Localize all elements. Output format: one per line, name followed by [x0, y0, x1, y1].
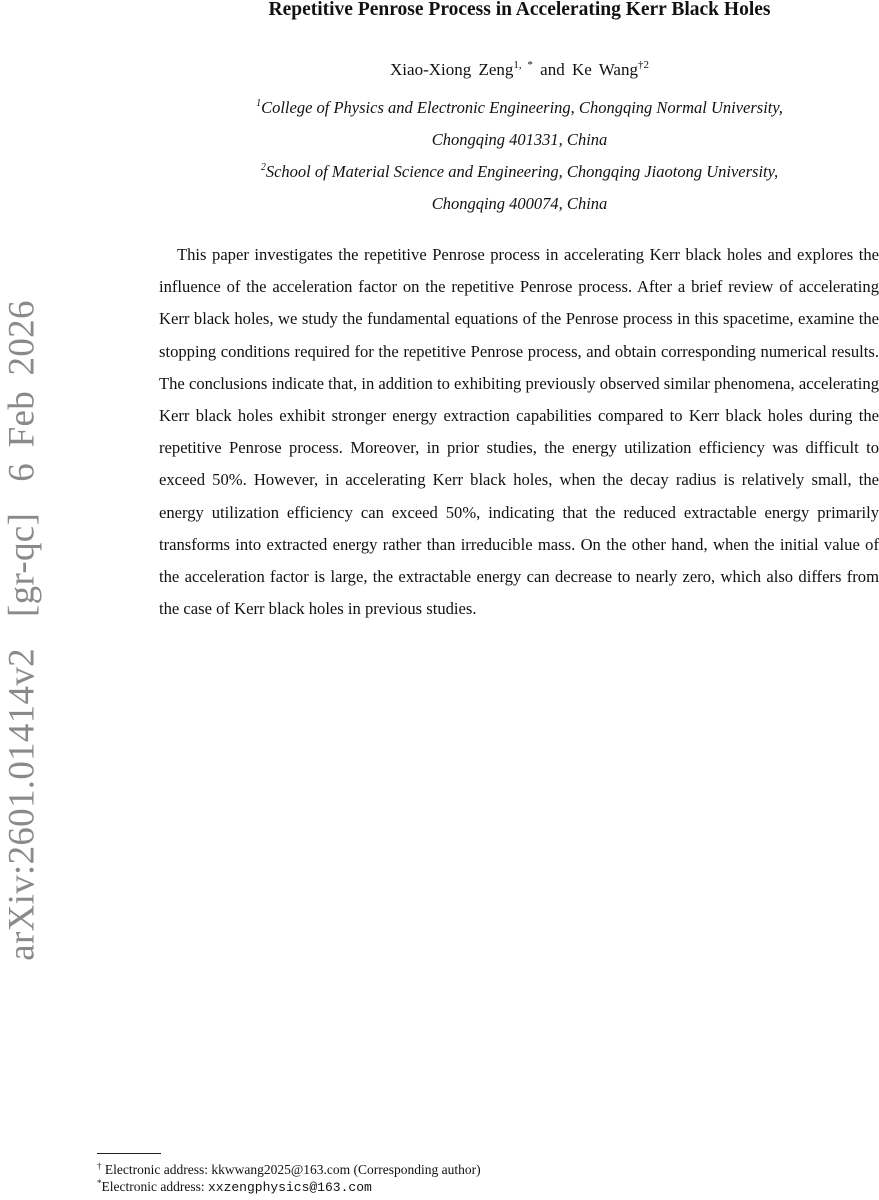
arxiv-date: 6 Feb 2026	[1, 299, 43, 482]
affiliation-mark: 2	[260, 162, 266, 173]
footnote-note: (Corresponding author)	[353, 1162, 481, 1177]
affiliation-line: College of Physics and Electronic Engineering, Chongqing Normal University,	[261, 98, 783, 117]
author-list	[160, 58, 879, 82]
author-separator: and	[540, 60, 565, 79]
arxiv-category: [gr-qc]	[1, 512, 43, 617]
arxiv-id[interactable]: arXiv:2601.01414v2	[1, 647, 43, 961]
footnote-divider	[97, 1153, 161, 1154]
author-affil-mark: †2	[637, 59, 649, 71]
affiliation-line: School of Material Science and Engineering, Chongqing Jiaotong University,	[265, 162, 779, 181]
footnote-mark: *	[97, 1178, 102, 1188]
footnote-corresponding	[97, 1161, 481, 1178]
affiliation-mark: 1	[256, 98, 262, 109]
abstract: This paper investigates the repetitive Penrose process in accelerating Kerr black holes and explores the influence of the acceleration factor on the repetitive Penrose process. After a brief review of accelerating Kerr black holes, we study the fundamental equations of the Penrose process in this spacetime, examine the stopping conditions required for the repetitive Penrose process, and obtain corresponding numerical results. The conclusions indicate that, in addition to exhibiting previously observed similar phenomena, accelerating Kerr black holes exhibit stronger energy extraction capabilities compared to Kerr black holes during the repetitive Penrose process. Moreover, in prior studies, the energy utilization efficiency was difficult to exceed 50%. However, in accelerating Kerr black holes, when the decay radius is relatively small, the energy utilization efficiency can exceed 50%, indicating that the reduced extractable energy primarily transforms into extracted energy rather than irreducible mass. On the other hand, when the initial value of the acceleration factor is large, the extractable energy can decrease to nearly zero, which also differs from the case of Kerr black holes in previous studies.	[159, 245, 879, 619]
footnote-mark: †	[97, 1161, 102, 1171]
affiliation-2	[160, 156, 879, 220]
arxiv-stamp	[1, 299, 43, 961]
affiliation-line: Chongqing 400074, China	[431, 194, 608, 213]
footnote-author	[97, 1178, 481, 1196]
footnote-label: Electronic address:	[104, 1162, 208, 1177]
paper-title-text: Repetitive Penrose Process in Accelerating Kerr Black Holes	[268, 0, 771, 20]
footnotes	[97, 1161, 481, 1196]
author-affil-mark: 1, *	[513, 59, 533, 71]
email-link[interactable]: kkwwang2025@163.com	[211, 1162, 351, 1177]
arxiv-stamp-text	[1, 300, 44, 960]
paper-title	[0, 0, 879, 24]
author-name: Ke Wang	[571, 60, 638, 79]
author-name: Xiao-Xiong Zeng	[390, 60, 514, 79]
affiliation-1	[160, 92, 879, 156]
email-link[interactable]: xxzengphysics@163.com	[207, 1180, 372, 1195]
footnote-label: Electronic address:	[101, 1179, 205, 1194]
affiliation-line: Chongqing 401331, China	[431, 130, 608, 149]
